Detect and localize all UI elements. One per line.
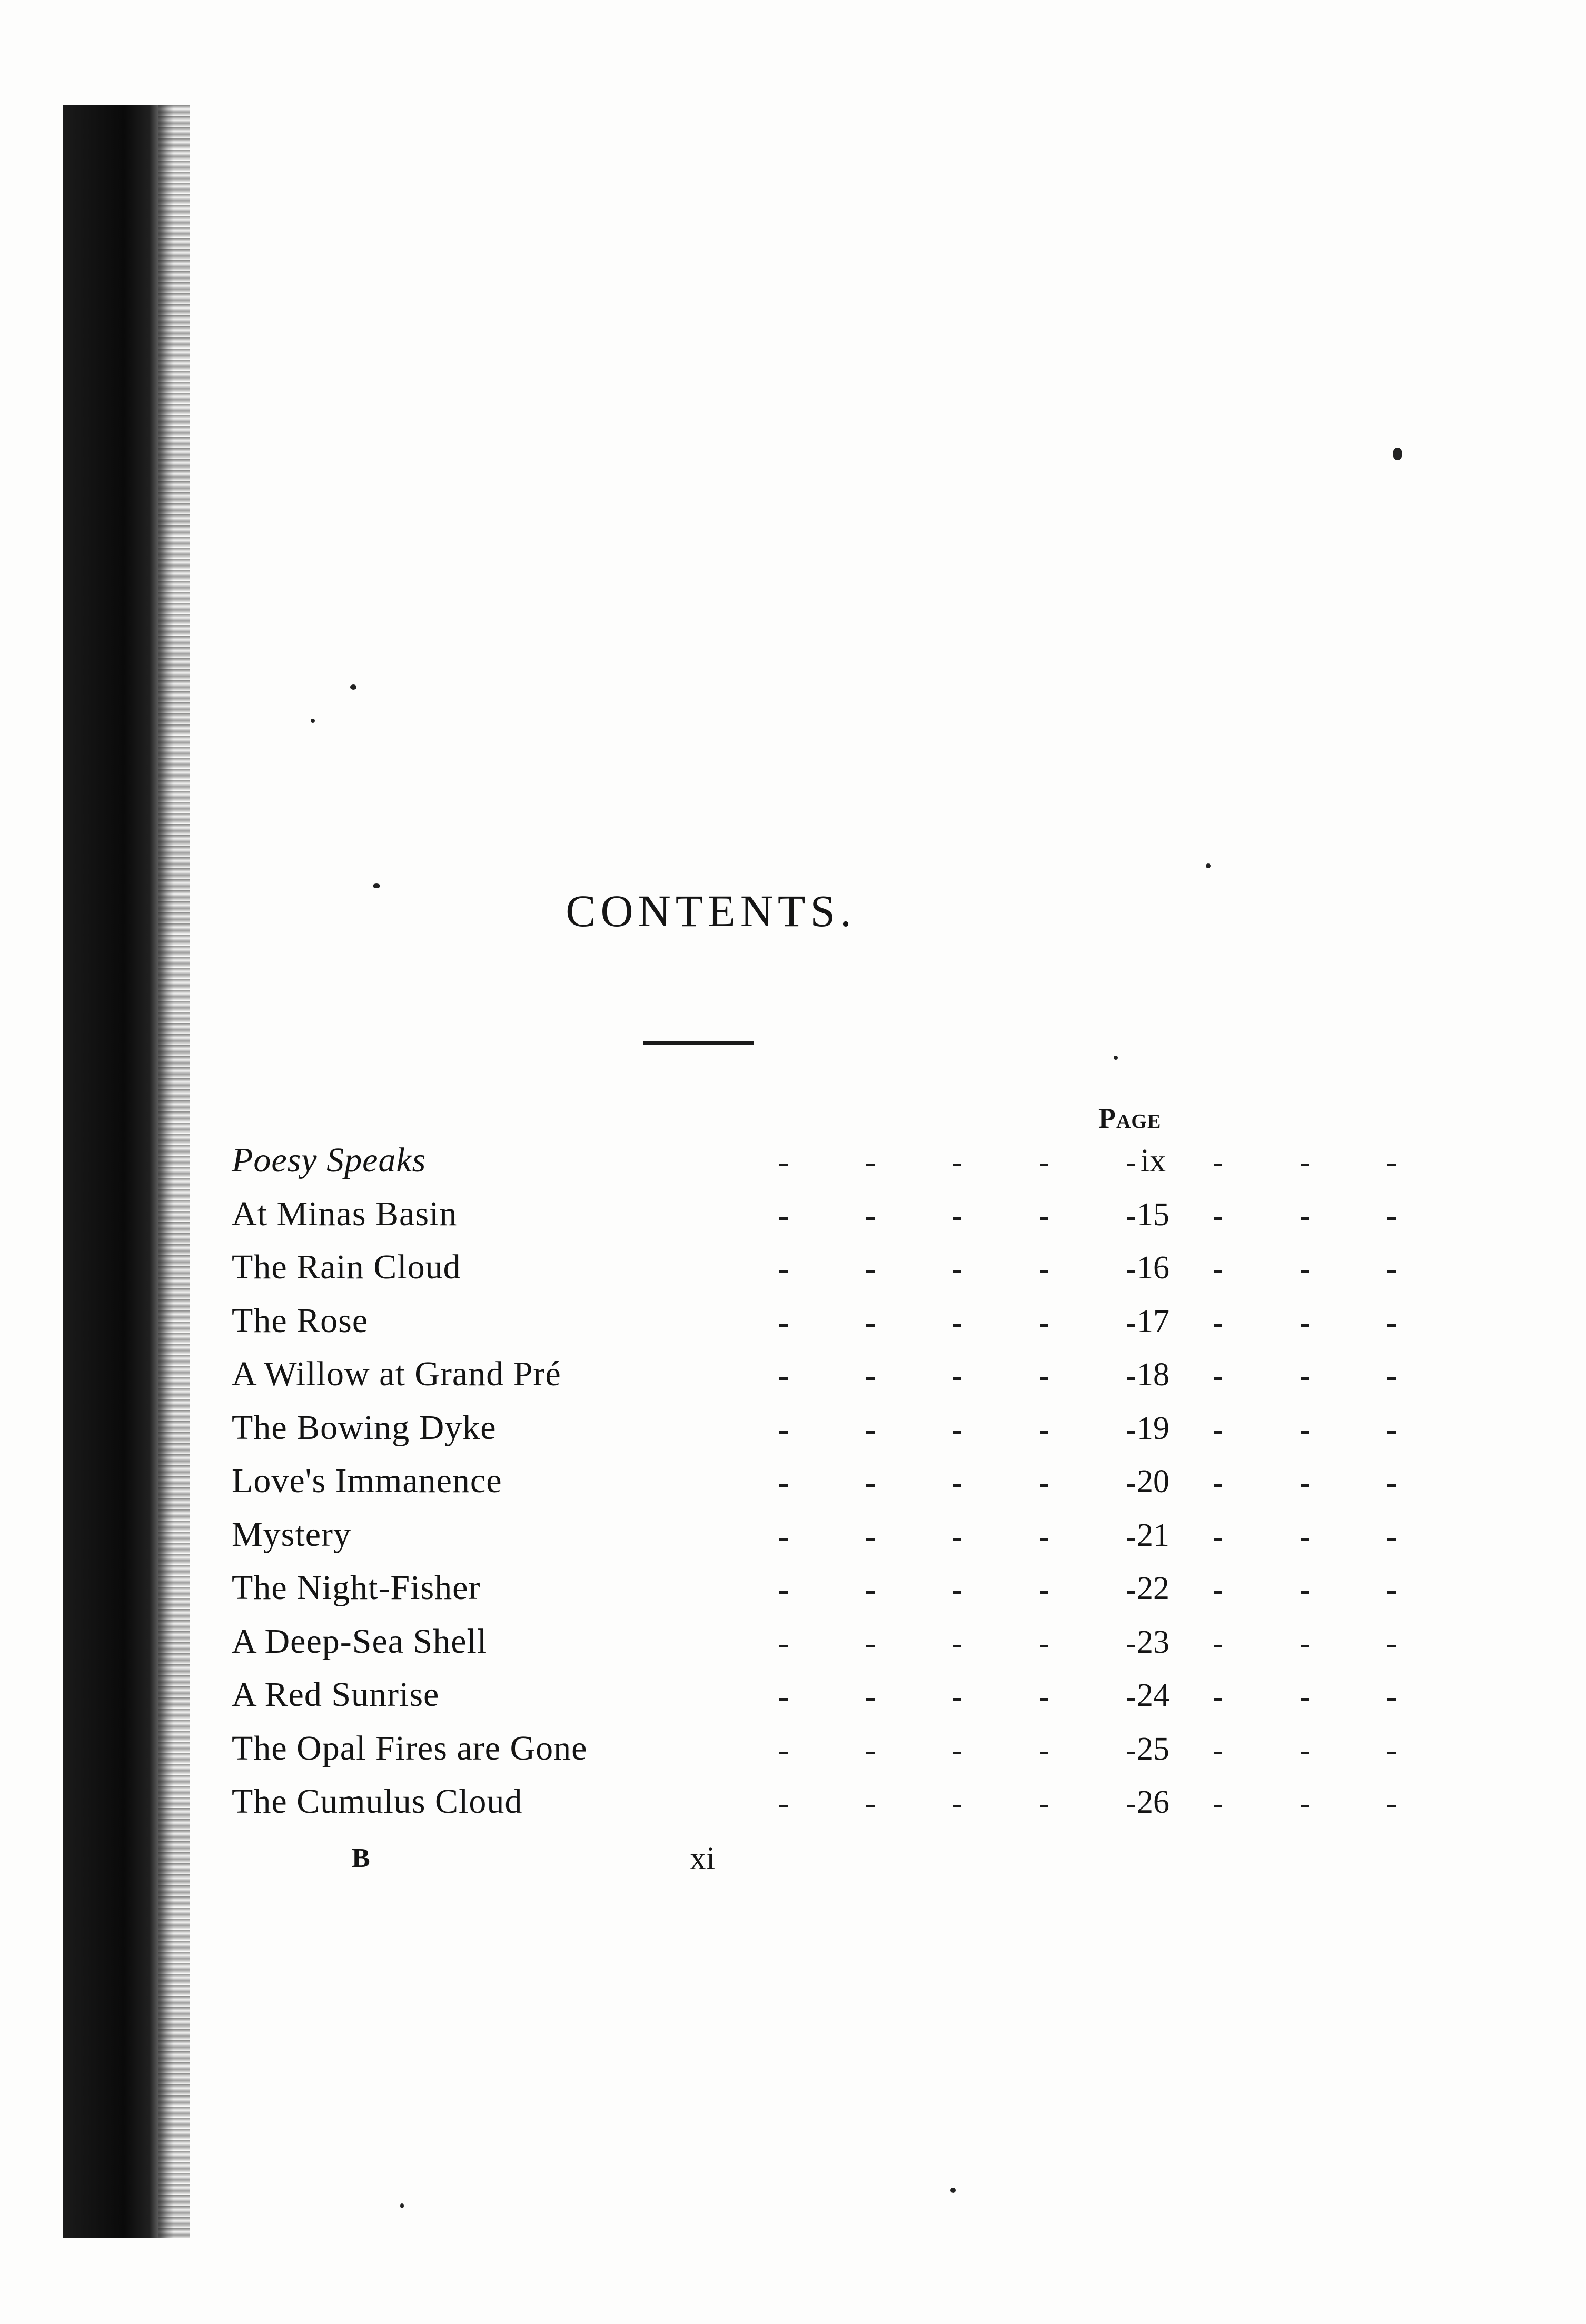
leader-dash xyxy=(1214,1698,1222,1701)
leader-dash xyxy=(1387,1431,1396,1434)
toc-entry-title: The Rose xyxy=(232,1301,369,1340)
leader-dash xyxy=(866,1752,875,1754)
leader-dash xyxy=(1214,1645,1222,1647)
signature-mark: B xyxy=(352,1843,370,1873)
leader-dash xyxy=(1301,1431,1309,1434)
toc-entry-title: A Red Sunrise xyxy=(232,1675,440,1714)
leader-dash xyxy=(1301,1591,1309,1594)
leader-dash xyxy=(1387,1645,1396,1647)
scan-speck xyxy=(400,2203,404,2208)
toc-entry-page-number: 22 xyxy=(1137,1571,1169,1606)
leader-dash xyxy=(1040,1377,1048,1380)
toc-entry-page-number: 17 xyxy=(1137,1303,1169,1339)
toc-leader-dashes xyxy=(548,1137,1316,1191)
toc-entry-page-number: ix xyxy=(1140,1143,1166,1179)
leader-dash xyxy=(779,1805,788,1807)
scan-speck xyxy=(1393,448,1402,460)
leader-dash xyxy=(953,1645,961,1647)
leader-dash xyxy=(1214,1377,1222,1380)
leader-dash xyxy=(1214,1324,1222,1327)
toc-entry-title: The Cumulus Cloud xyxy=(232,1782,523,1821)
leader-dash xyxy=(1387,1752,1396,1754)
leader-dash xyxy=(953,1591,961,1594)
leader-dash xyxy=(1214,1164,1222,1166)
leader-dash xyxy=(1040,1270,1048,1273)
leader-dash xyxy=(866,1431,875,1434)
toc-entry-page-number: 23 xyxy=(1137,1624,1169,1660)
toc-leader-dashes xyxy=(548,1618,1316,1672)
leader-dash xyxy=(779,1431,788,1434)
leader-dash xyxy=(866,1270,875,1273)
toc-leader-dashes xyxy=(548,1244,1316,1298)
leader-dash xyxy=(1301,1645,1309,1647)
toc-entry-page-number: 15 xyxy=(1137,1196,1169,1233)
leader-dash xyxy=(953,1324,961,1327)
leader-dash xyxy=(1301,1698,1309,1701)
leader-dash xyxy=(1040,1805,1048,1807)
leader-dash xyxy=(953,1164,961,1166)
leader-dash xyxy=(1040,1217,1048,1220)
toc-entry xyxy=(232,1565,1179,1618)
leader-dash xyxy=(1387,1698,1396,1701)
toc-entry-title: A Willow at Grand Pré xyxy=(232,1355,561,1393)
toc-entry xyxy=(232,1725,1179,1779)
scan-speck xyxy=(311,719,315,723)
leader-dash xyxy=(866,1164,875,1166)
scan-speck xyxy=(1114,1056,1118,1060)
leader-dash xyxy=(1040,1698,1048,1701)
leader-dash xyxy=(866,1484,875,1487)
leader-dash xyxy=(1387,1805,1396,1807)
toc-entry xyxy=(232,1458,1179,1512)
leader-dash xyxy=(1214,1752,1222,1754)
leader-dash xyxy=(953,1377,961,1380)
toc-entry-title: Poesy Speaks xyxy=(232,1141,427,1179)
leader-dash xyxy=(779,1377,788,1380)
toc-entry-title: The Opal Fires are Gone xyxy=(232,1729,588,1767)
binding-edge-texture xyxy=(158,105,190,2238)
toc-entry-page-number: 19 xyxy=(1137,1410,1169,1446)
leader-dash xyxy=(779,1164,788,1166)
page-folio: xi xyxy=(690,1841,716,1876)
binding-edge xyxy=(63,105,174,2238)
toc-leader-dashes xyxy=(548,1405,1316,1458)
leader-dash xyxy=(953,1538,961,1541)
page-column-header: Page xyxy=(1098,1103,1162,1134)
leader-dash xyxy=(1387,1591,1396,1594)
toc-entry-title: Love's Immanence xyxy=(232,1462,502,1500)
toc-entry-page-number: 16 xyxy=(1137,1250,1169,1286)
toc-entry-title: At Minas Basin xyxy=(232,1194,458,1233)
leader-dash xyxy=(1387,1270,1396,1273)
toc-entry xyxy=(232,1137,1179,1191)
leader-dash xyxy=(779,1324,788,1327)
leader-dash xyxy=(1040,1431,1048,1434)
leader-dash xyxy=(1040,1324,1048,1327)
scan-speck xyxy=(1206,863,1211,868)
toc-leader-dashes xyxy=(548,1779,1316,1832)
leader-dash xyxy=(1387,1164,1396,1166)
leader-dash xyxy=(953,1217,961,1220)
toc-entry xyxy=(232,1618,1179,1672)
toc-entry xyxy=(232,1298,1179,1352)
leader-dash xyxy=(1301,1805,1309,1807)
leader-dash xyxy=(1301,1324,1309,1327)
leader-dash xyxy=(1040,1538,1048,1541)
toc-entry-page-number: 25 xyxy=(1137,1731,1169,1767)
leader-dash xyxy=(866,1645,875,1647)
leader-dash xyxy=(1387,1484,1396,1487)
leader-dash xyxy=(1301,1164,1309,1166)
toc-entry-page-number: 26 xyxy=(1137,1784,1169,1820)
leader-dash xyxy=(866,1538,875,1541)
leader-dash xyxy=(1040,1645,1048,1647)
toc-leader-dashes xyxy=(548,1565,1316,1618)
leader-dash xyxy=(1214,1270,1222,1273)
toc-entry xyxy=(232,1351,1179,1405)
leader-dash xyxy=(1387,1538,1396,1541)
toc-entry-page-number: 20 xyxy=(1137,1464,1169,1499)
toc-entry xyxy=(232,1512,1179,1565)
toc-entry xyxy=(232,1779,1179,1832)
leader-dash xyxy=(1301,1752,1309,1754)
leader-dash xyxy=(1040,1752,1048,1754)
leader-dash xyxy=(779,1538,788,1541)
toc-entry-title: The Bowing Dyke xyxy=(232,1408,497,1447)
leader-dash xyxy=(1301,1538,1309,1541)
leader-dash xyxy=(1214,1591,1222,1594)
leader-dash xyxy=(1301,1484,1309,1487)
leader-dash xyxy=(866,1805,875,1807)
toc-entry-title: The Night-Fisher xyxy=(232,1568,481,1607)
toc-entry-page-number: 21 xyxy=(1137,1517,1169,1553)
leader-dash xyxy=(1040,1591,1048,1594)
leader-dash xyxy=(953,1431,961,1434)
leader-dash xyxy=(1214,1538,1222,1541)
toc-entry xyxy=(232,1191,1179,1245)
toc-entry xyxy=(232,1244,1179,1298)
leader-dash xyxy=(779,1698,788,1701)
scan-speck xyxy=(950,2188,956,2193)
toc-entry-title: Mystery xyxy=(232,1515,351,1554)
leader-dash xyxy=(779,1270,788,1273)
leader-dash xyxy=(1214,1431,1222,1434)
table-of-contents xyxy=(232,1137,1179,1832)
leader-dash xyxy=(953,1484,961,1487)
leader-dash xyxy=(1040,1484,1048,1487)
toc-leader-dashes xyxy=(548,1351,1316,1405)
title-rule xyxy=(643,1041,754,1045)
leader-dash xyxy=(866,1698,875,1701)
leader-dash xyxy=(953,1805,961,1807)
page-title: CONTENTS. xyxy=(566,886,856,936)
leader-dash xyxy=(1040,1164,1048,1166)
leader-dash xyxy=(866,1217,875,1220)
leader-dash xyxy=(779,1484,788,1487)
leader-dash xyxy=(1301,1270,1309,1273)
leader-dash xyxy=(866,1591,875,1594)
leader-dash xyxy=(866,1324,875,1327)
scan-speck xyxy=(373,883,380,888)
leader-dash xyxy=(1214,1805,1222,1807)
toc-leader-dashes xyxy=(548,1298,1316,1352)
toc-entry-title: The Rain Cloud xyxy=(232,1248,461,1286)
leader-dash xyxy=(1387,1217,1396,1220)
leader-dash xyxy=(953,1698,961,1701)
leader-dash xyxy=(1387,1377,1396,1380)
toc-entry-page-number: 24 xyxy=(1137,1677,1169,1713)
leader-dash xyxy=(1301,1377,1309,1380)
toc-leader-dashes xyxy=(548,1672,1316,1725)
leader-dash xyxy=(1301,1217,1309,1220)
leader-dash xyxy=(1387,1324,1396,1327)
leader-dash xyxy=(953,1752,961,1754)
toc-entry-title: A Deep-Sea Shell xyxy=(232,1622,488,1661)
toc-leader-dashes xyxy=(548,1512,1316,1565)
leader-dash xyxy=(779,1645,788,1647)
leader-dash xyxy=(1214,1217,1222,1220)
leader-dash xyxy=(779,1217,788,1220)
toc-entry-page-number: 18 xyxy=(1137,1357,1169,1393)
leader-dash xyxy=(866,1377,875,1380)
scan-speck xyxy=(350,684,356,690)
leader-dash xyxy=(779,1752,788,1754)
toc-entry xyxy=(232,1672,1179,1725)
toc-leader-dashes xyxy=(548,1458,1316,1512)
leader-dash xyxy=(953,1270,961,1273)
leader-dash xyxy=(1214,1484,1222,1487)
toc-leader-dashes xyxy=(548,1191,1316,1245)
leader-dash xyxy=(779,1591,788,1594)
toc-entry xyxy=(232,1405,1179,1458)
toc-leader-dashes xyxy=(548,1725,1316,1779)
